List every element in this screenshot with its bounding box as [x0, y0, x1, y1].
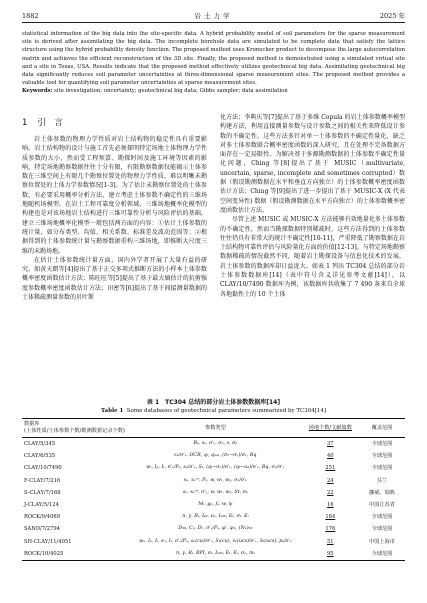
left-paragraph-2: 在估计土体参数统计量方面，国内外学者开展了大量有益的研究。如黄天朗等[4]提出了基于正交多项式推断方法的小样本土体参数概率密度函数估计方法；陈旺旺等[5]提出了基于最大熵估计的抗剪强度参数概率密度函数估计方法；田密等[6]提出了基于间接测量数据的土体稀疏测量参数的贝叶斯 — [22, 256, 207, 302]
cell-database: J-CLAY/5/124 — [24, 502, 59, 509]
cell-count: 22 — [326, 489, 334, 496]
cell-parameters: Bₛ, sᵤ, σ′ᵥ, σₚ, s, σₚ — [193, 441, 238, 446]
table-row — [22, 462, 405, 474]
cell-count: 184 — [325, 514, 336, 521]
cell-coverage: 挪威、瑞典 — [369, 489, 395, 496]
running-head — [22, 10, 405, 23]
right-column — [220, 113, 405, 299]
cell-database: ROCK/10/4025 — [24, 550, 64, 557]
cell-coverage: 全球范围 — [371, 550, 393, 557]
right-paragraph-1: 化方法；李典庆等[7]提出了基于多维 Copula 的岩土体参数概率模型构建方法，利用直接测量参数与设计参数之间的相关性来降低设计参数的不确定性。这些方法多针对单一土体参数的不确定性量化，缺乏对多土体参数联合概率密度函数的深入研究，且在处理不完备数据方面存在一定局限性。为解决基于多源勘测数据的土体参数不确定性量化问题，Ching 等[8]提出了基于 MUSIC（multivariate, uncertain, sparse, incomplete and sometimes corrupted）数据（假设勘测数据在水平和垂直方向独立）的土体参数概率密度函数估计方法；Ching 等[9]提出了进一步提出了基于 MUSIC-X (X 代表空间变异性) 数据（假设勘测数据在水平方向独立）的土体参数概率密度函数估计方法。 — [220, 114, 405, 214]
cell-parameters: D₅₀, Cᵤ, Dᵣ, σ′ᵥ/Pₐ, φ′, qₜ₁, (N₁)₆₀ — [178, 526, 253, 532]
cell-parameters: wₗ, Iₚ, Iₗ, σ′ᵥ/Pₐ, sᵤ/σ′ᵥ, Sₜ, (qₜ−σᵥ)/σ′ᵥ, (qₜ−u₂)/σ′ᵥ, Bq, σₚ/σ′ᵥ — [146, 465, 285, 471]
header-database — [22, 419, 129, 438]
english-abstract — [22, 30, 405, 96]
cell-database: SAND/7/2794 — [24, 526, 60, 533]
table-header-row — [22, 419, 405, 438]
table-row — [22, 536, 405, 548]
cell-parameters: sᵤ, sᵤʳᵉ, σ′ᵥ, w, wₗ, wₚ, St, σₚ — [182, 489, 248, 495]
cell-count: 251 — [325, 465, 336, 472]
keywords-text: site investigation; uncertainty; geotechnical big data; Gibbs sampler; data assimilation — [52, 88, 288, 95]
table-caption-en-text: Some databases of geotechnical parameters summarized by TC304[14] — [126, 408, 327, 414]
table-row — [22, 523, 405, 535]
header-parameters — [129, 419, 301, 438]
cell-parameters: wₙ, Iₚ, Iₗ, eₒ, Iₗ, σ′ᵥ/Pₐ, sᵤ(cu)/σ′ᵥ, Sₜ(cu), sᵤ(ucs)/σ′ᵥ, Sₜ(ucs), pₛ/σ′ᵥ — [139, 538, 292, 544]
cell-count: 37 — [326, 441, 334, 447]
section-title: 引 言 — [37, 118, 63, 128]
table-1 — [22, 398, 405, 561]
cell-parameters: n, γ, Rₗ, Iₛ₀, νₚ, Iₛ₅₀, Eₜ, σₜ, Eᵢ — [182, 514, 249, 520]
cell-coverage: 中国上海市 — [369, 538, 395, 545]
cell-count: 24 — [326, 477, 334, 484]
cell-parameters: sᵤ, sᵤʳᵉ, Pₐ, w, wₗ, wₚ, σᵥ/σ′ᵥ — [183, 477, 248, 483]
cell-database: S-CLAY/7/168 — [24, 489, 61, 496]
table-row — [22, 511, 405, 523]
table-body — [22, 438, 405, 561]
table-row — [22, 499, 405, 511]
header-coverage-text: 覆盖范围 — [371, 424, 393, 431]
keywords-label: Keywords: — [22, 88, 53, 95]
cell-coverage: 全球范围 — [371, 465, 393, 472]
cell-coverage: 全球范围 — [371, 526, 393, 533]
database-table — [22, 418, 405, 561]
publication-year: 2025 年 — [379, 12, 405, 20]
cell-coverage: 中国江苏省 — [369, 502, 395, 509]
cell-database: CLAY/5/345 — [24, 441, 56, 447]
right-paragraph-2: 尽管上述 MUSIC 或 MUSIC-X 方法能够有效地量化多土体参数的不确定性，然而当勘探数据特别稀疏时，这些方法得到的土体参数往往仍具有非常大的统计不确定性[10-11]，严重降低了勘察数据在岩土结构物可靠性评估与风险量化方面的价值[12-13]。与特定场地勘察数据稀疏的情况截然不同，随着岩土勘探设备与信息化技术的发展，岩土体参数的数据库却日益庞大。如表 1 列出 TC304 总结的部分岩土体参数数据库[14]（表中符号含义详见参考文献[14]），以 CLAY/10/7490 数据库为例，该数据库共收集了 7 490 条来自全球各地黏性土的 10 个土体 — [220, 216, 405, 298]
header-coverage — [359, 419, 405, 438]
abstract-text: statistical information of the big data into the site-specific data. A hybrid probability model of soil parameters for the sparse measurement site is derived after assimilating the big data. The incomplete borehole data are simulated to be complete data that satisfy the lattice structure using the hybrid probability density function. The proposed method uses Kronecker product to decompose the large autocorrelation matrix and achieves the efficient reconstruction of the 3D site. Finally, the proposed method is demonstrated using a simulated virtual site and a site in Texas, USA. Results indicate that the proposed method effectively utilizes geotechnical big data. Assimilating geotechnical big data significantly reduces soil parameter uncertainties at three-dimensional sparse measurement sites. The proposed method provides a valuable tool for quantifying soil parameter uncertainties at sparse measurement sites. — [22, 31, 405, 87]
table-row — [22, 487, 405, 499]
cell-coverage: 芬兰 — [376, 477, 388, 484]
table-label: Table 1 — [100, 408, 124, 414]
cell-database: ROCK/9/4069 — [24, 514, 61, 521]
cell-coverage: 全球范围 — [371, 441, 393, 447]
section-number: 1 — [22, 118, 28, 128]
header-count-text: 场地个数/文献篇数 — [308, 424, 352, 431]
cell-parameters: sᵤ/σ′ᵥ, OCR, qₜ, qₙₑₜ, (σₚ−σᵥ)/σᵥ, Bq — [174, 453, 257, 459]
cell-count: 51 — [326, 538, 334, 545]
header-parameters-text: 参数类型 — [205, 424, 226, 431]
cell-parameters: n, γ, Rₗ, BPI, σₜ, Iₛ₅₀, Eₜ, Eᵢ, σᵤ, mᵢ — [176, 550, 255, 556]
header-count — [302, 419, 359, 438]
table-row — [22, 475, 405, 487]
table-row — [22, 450, 405, 462]
table-caption-en — [22, 407, 405, 415]
cell-database: SH-CLAY/11/4051 — [24, 538, 72, 545]
cell-count: 95 — [326, 550, 334, 557]
cell-database: CLAY/10/7490 — [24, 465, 62, 472]
section-heading — [22, 116, 207, 130]
journal-title: 岩土力学 — [194, 12, 233, 20]
cell-coverage: 全球范围 — [371, 453, 393, 460]
cell-count: 176 — [325, 526, 336, 533]
table-row — [22, 438, 405, 451]
table-caption-cn: 表 1 TC304 总结的部分岩土体参数数据库[14] — [146, 399, 281, 406]
left-column — [22, 113, 207, 302]
cell-count: 16 — [326, 502, 334, 509]
left-paragraph-1: 岩土体参数的物理力学性质对岩土结构物的稳定性具有重要影响。岩土结构物的设计与施工首先必须探明特定场地土体物理力学性质参数的大小，然而受工程预算、勘探时间及施工环境等因素的影响，特定场地勘察数据往往十分有限，有限勘察数据仅能揭示土体参数在三维空间上有限几个勘察位置处的物理力学性质，难以明晰未勘察位置处的土体力学参数情况[1-3]。为了估计未勘察位置处的土体参数，有必要采用概率分析方法，建立考虑土体参数不确定性的三维场地随机场模型。在岩土工程可靠度分析领域，三维场地概率化模型的构建也是对该场地岩土结构进行三维可靠性分析与风险评估的基础，建立三维场地概率化模型一般包括两方面的内容：①估计土体参数的统计量，如分布类型、均值、相关系数、标准差及波动范围等；②根据得到的土体参数统计量与勘察数据重构三维场地，即推断大尺度三维的未勘场地。 — [22, 136, 207, 255]
cell-coverage: 全球范围 — [371, 514, 393, 521]
cell-parameters: Mₗ, gₙ, fₛ, w, ηₗ — [198, 502, 233, 508]
cell-count: 40 — [326, 453, 334, 460]
page-number: 1882 — [22, 12, 39, 20]
table-row — [22, 548, 405, 561]
header-database-text: 数据库 (土体性质/土体参数个数/勘测数据记录个数) — [24, 421, 125, 434]
cell-database: F-CLAY/7/216 — [24, 477, 61, 484]
cell-database: CLAY/6/535 — [24, 453, 56, 460]
keywords-line — [22, 87, 405, 95]
